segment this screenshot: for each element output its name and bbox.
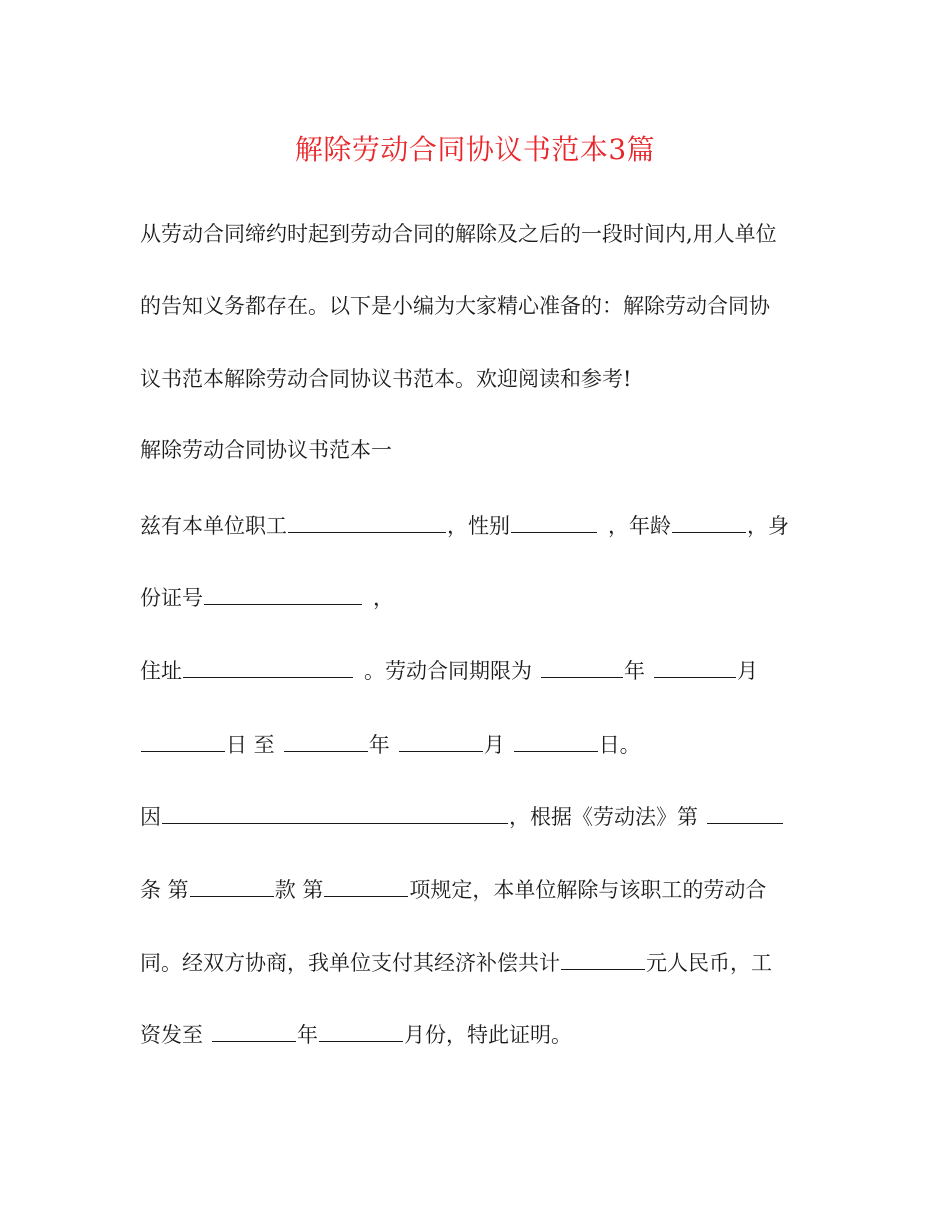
form-text: 份证号 [140, 586, 203, 610]
id-number-blank[interactable] [204, 586, 362, 605]
form-line-8 [140, 1023, 572, 1046]
intro-line-1: 从劳动合同缔约时起到劳动合同的解除及之后的一段时间内,用人单位 [140, 222, 777, 246]
start-month-blank[interactable] [654, 659, 736, 678]
section-heading: 解除劳动合同协议书范本一 [140, 438, 392, 462]
end-day-blank[interactable] [514, 733, 598, 752]
form-text: 月份，特此证明。 [404, 1023, 572, 1047]
form-text: 年 [368, 733, 390, 757]
form-text: ，年龄 [608, 514, 671, 538]
form-text: 因 [140, 805, 161, 829]
form-line-7 [140, 951, 772, 974]
start-year-blank[interactable] [541, 659, 623, 678]
address-blank[interactable] [183, 659, 353, 678]
article-number-blank[interactable] [707, 805, 783, 824]
form-text: 同。经双方协商，我单位支付其经济补偿共计 [140, 951, 560, 975]
item-number-blank[interactable] [324, 878, 408, 897]
gender-blank[interactable] [511, 514, 597, 533]
form-text: ，身 [747, 514, 789, 538]
form-text: 条 第 [140, 878, 189, 902]
end-month-blank[interactable] [399, 733, 483, 752]
form-text: 月 [483, 733, 505, 757]
form-line-2 [140, 586, 394, 609]
form-text: 元人民币，工 [646, 951, 772, 975]
end-year-blank[interactable] [284, 733, 368, 752]
wage-month-blank[interactable] [319, 1023, 403, 1042]
clause-number-blank[interactable] [190, 878, 274, 897]
form-text: ，根据《劳动法》第 [509, 805, 698, 829]
form-line-6 [140, 878, 766, 901]
document-title: 解除劳动合同协议书范本3篇 [294, 133, 656, 166]
intro-line-3: 议书范本解除劳动合同协议书范本。欢迎阅读和参考! [140, 367, 632, 391]
form-text: 兹有本单位职工 [140, 514, 287, 538]
form-line-5 [140, 805, 784, 828]
form-text: 月 [737, 659, 758, 683]
form-text: 日 至 [226, 733, 275, 757]
form-text: 年 [297, 1023, 318, 1047]
form-text: ，性别 [447, 514, 510, 538]
age-blank[interactable] [672, 514, 746, 533]
form-line-1 [140, 514, 789, 537]
form-text: 。劳动合同期限为 [364, 659, 532, 683]
intro-line-2: 的告知义务都存在。以下是小编为大家精心准备的：解除劳动合同协 [140, 294, 770, 318]
form-line-3 [140, 659, 758, 682]
employee-name-blank[interactable] [288, 514, 446, 533]
wage-year-blank[interactable] [212, 1023, 296, 1042]
form-line-4 [140, 733, 641, 756]
start-day-blank[interactable] [141, 733, 225, 752]
form-text: 资发至 [140, 1023, 203, 1047]
form-text: 住址 [140, 659, 182, 683]
reason-blank[interactable] [162, 805, 508, 824]
form-text: 年 [624, 659, 645, 683]
form-text: ， [373, 586, 394, 610]
compensation-amount-blank[interactable] [561, 951, 645, 970]
form-text: 项规定，本单位解除与该职工的劳动合 [409, 878, 767, 902]
form-text: 款 第 [274, 878, 324, 902]
form-text: 日。 [598, 733, 641, 757]
